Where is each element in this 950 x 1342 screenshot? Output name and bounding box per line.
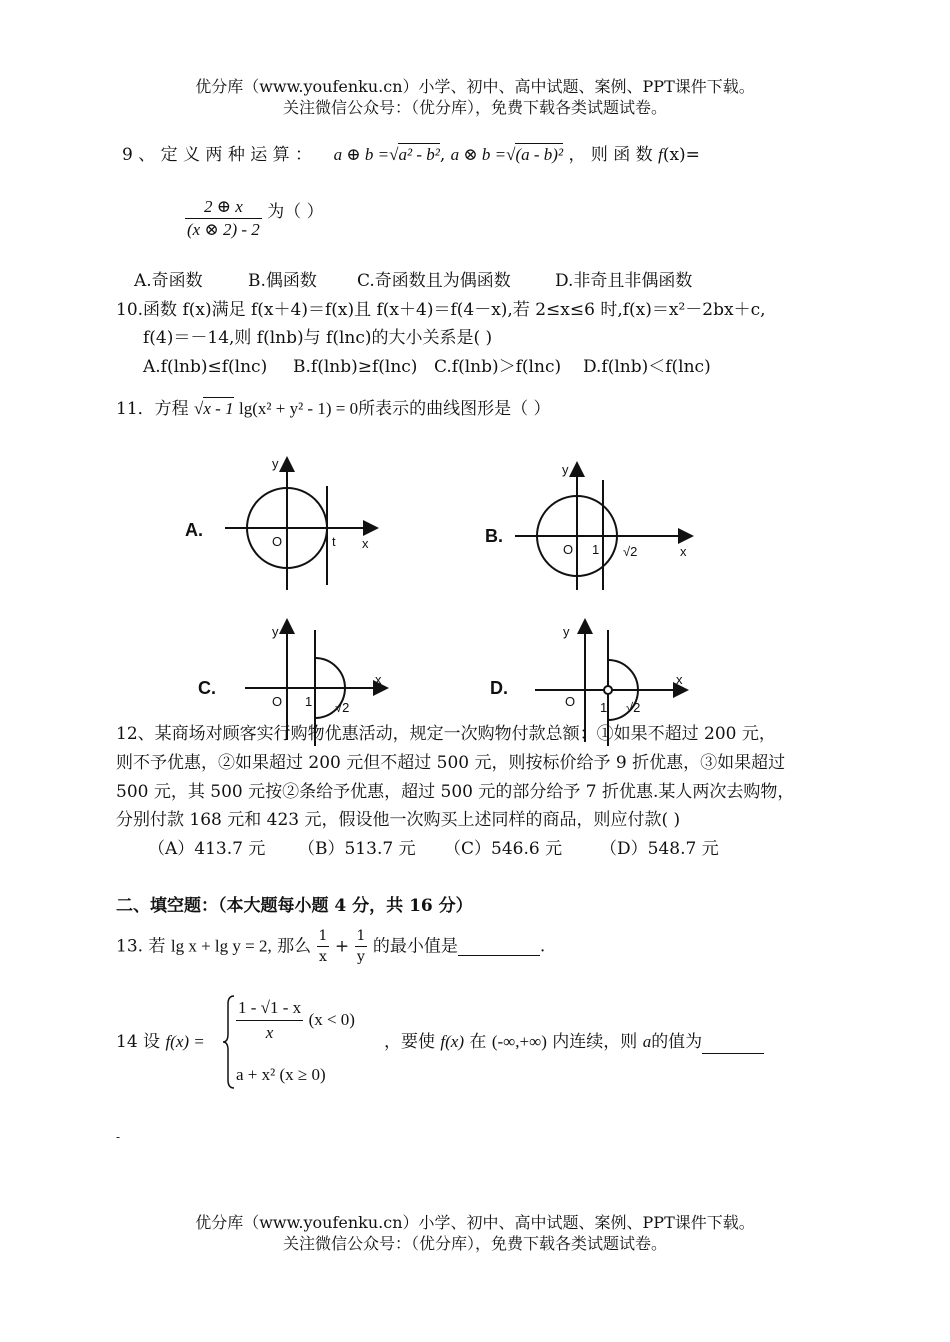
- footer-line-1: 优分库（www.youfenku.cn）小学、初中、高中试题、案例、PPT课件下载。: [195, 1213, 755, 1232]
- q14-mid-3: 内连续，则: [552, 1032, 638, 1052]
- q10-option-d: D.f(lnb)＜f(lnc): [583, 357, 711, 377]
- q12-line-3: 500 元，其 500 元按②条给予优惠，超过 500 元的部分给予 7 折优惠.某人两次去购物，: [116, 782, 795, 802]
- graph-d-label: D.: [490, 678, 508, 698]
- q13-answer-blank: [458, 937, 540, 956]
- q9-definition: 9 、 定 义 两 种 运 算 ： a ⊕ b =√a² - b², a ⊗ b =√(a - b)² ， 则 函 数 f(x)=: [122, 145, 700, 165]
- section-2-title: 二、填空题：（本大题每小题 4 分，共 16 分）: [116, 896, 473, 916]
- q13-fraction-1: [317, 926, 330, 967]
- q13-condition: lg x + lg y = 2,: [170, 936, 272, 956]
- q9-op1-lhs: a ⊕ b =: [333, 145, 390, 164]
- graph-a-t-label: t: [332, 534, 336, 549]
- graph-b-sqrt2: √2: [623, 544, 638, 559]
- graph-a-origin: O: [272, 534, 283, 549]
- q13-mid: 那么: [277, 936, 312, 957]
- header-line-2: 关注微信公众号：（优分库），免费下载各类试题试卷。: [282, 98, 667, 117]
- q14-case-1-den: x: [265, 1023, 274, 1042]
- q13-fraction-2-num: 1: [355, 926, 368, 947]
- q9-op1-radicand: a² - b²: [398, 145, 440, 164]
- graph-d-y-label: y: [563, 624, 570, 639]
- q11-graphs: [180, 450, 720, 750]
- q14-brace: [222, 994, 236, 1090]
- q14-lhs: f(x) =: [165, 1032, 205, 1051]
- q12-line-2: 则不予优惠，②如果超过 200 元但不超过 500 元，则按标价给予 9 折优惠，③如果超过: [116, 753, 786, 773]
- q14-a: a: [642, 1032, 652, 1051]
- q9-op2-lhs: a ⊗ b =: [450, 145, 507, 164]
- footer-line-2: 关注微信公众号：（优分库），免费下载各类试题试卷。: [282, 1234, 667, 1253]
- q10-option-c: C.f(lnb)＞f(lnc): [434, 357, 562, 377]
- stray-dash: -: [116, 1130, 121, 1144]
- q9-func: f: [658, 145, 663, 164]
- q13-statement: [116, 926, 545, 967]
- q9-fraction-line: [185, 196, 324, 241]
- q12-option-d: （D）548.7 元: [600, 839, 719, 859]
- graph-c-y-label: y: [272, 624, 279, 639]
- q9-fraction-numerator: 2 ⊕ x: [185, 196, 262, 219]
- graph-c-sqrt2: √2: [335, 700, 350, 715]
- q10-option-b: B.f(lnb)≥f(lnc): [293, 357, 418, 377]
- q11-suffix: 所表示的曲线图形是（ ）: [358, 399, 551, 419]
- graph-c-origin: O: [272, 694, 283, 709]
- q13-fraction-2-den: y: [357, 949, 365, 965]
- q10-line-1: 10.函数 f(x)满足 f(x＋4)＝f(x)且 f(x＋4)＝f(4－x),若 2≤x≤6 时,f(x)＝x²－2bx＋c,: [116, 300, 766, 320]
- q14-case-1-num: 1 - √1 - x: [236, 996, 303, 1021]
- q14-mid-1: ，要使: [384, 1032, 435, 1052]
- graph-a-y-label: y: [272, 456, 279, 471]
- q9-option-c: C.奇函数且为偶函数: [357, 271, 511, 291]
- graph-b-origin: O: [563, 542, 574, 557]
- q9-suffix: ， 则 函 数: [568, 145, 653, 165]
- q12-line-4: 分别付款 168 元和 423 元，假设他一次购买上述同样的商品，则应付款( ): [116, 810, 681, 830]
- q11-prefix: 11．方程: [116, 399, 189, 419]
- graph-b-label: B.: [485, 526, 503, 546]
- q9-tail: 为（ ）: [267, 202, 324, 222]
- q13-plus: +: [334, 936, 350, 957]
- graph-d-sqrt2: √2: [626, 700, 641, 715]
- q13-fraction-1-den: x: [319, 949, 327, 965]
- q9-func-arg: (x)=: [662, 145, 700, 165]
- graph-c-x-label: x: [375, 672, 382, 687]
- q9-option-d: D.非奇且非偶函数: [555, 271, 693, 291]
- q9-fraction-denominator: (x ⊗ 2) - 2: [187, 220, 260, 239]
- header-line-1: 优分库（www.youfenku.cn）小学、初中、高中试题、案例、PPT课件下载。: [195, 77, 755, 96]
- graph-a: [225, 460, 375, 590]
- graph-d-one: 1: [600, 700, 608, 715]
- q14-tail: [384, 1030, 764, 1054]
- q14-case-1: [236, 996, 355, 1045]
- q13-prefix: 13. 若: [116, 936, 166, 957]
- q9-fraction: [185, 196, 262, 241]
- q14-prefix: 14 设: [116, 1032, 161, 1052]
- q10-line-2: f(4)＝－14,则 f(lnb)与 f(lnc)的大小关系是( ): [143, 328, 493, 348]
- q14-case-1-cond: (x < 0): [308, 1010, 355, 1029]
- q9-option-b: B.偶函数: [248, 271, 317, 291]
- q14-answer-blank: [702, 1035, 764, 1054]
- graph-d-x-label: x: [676, 672, 683, 687]
- q14-interval: (-∞,+∞): [491, 1032, 547, 1051]
- graph-d-origin: O: [565, 694, 576, 709]
- q13-fraction-1-num: 1: [317, 926, 330, 947]
- graph-a-x-label: x: [362, 536, 369, 551]
- q14-fx: f(x): [440, 1032, 464, 1051]
- q10-option-a: A.f(lnb)≤f(lnc): [143, 357, 268, 377]
- q12-option-c: （C）546.6 元: [444, 839, 563, 859]
- q12-option-b: （B）513.7 元: [298, 839, 416, 859]
- q9-prefix: 9 、 定 义 两 种 运 算 ：: [122, 145, 313, 165]
- graph-c-label: C.: [198, 678, 216, 698]
- q14-case-2: a + x² (x ≥ 0): [236, 1065, 326, 1084]
- graph-a-label: A.: [185, 520, 203, 540]
- q14-prefix-line: [116, 1030, 205, 1054]
- q13-end: .: [539, 936, 546, 957]
- graph-c-one: 1: [305, 694, 313, 709]
- q13-suffix: 的最小值是: [372, 936, 458, 957]
- q11-radicand: x - 1: [203, 399, 234, 418]
- q14-case-1-fraction: [236, 996, 303, 1045]
- q9-separator: ,: [439, 145, 446, 165]
- q14-mid-2: 在: [469, 1032, 487, 1052]
- graph-b-one: 1: [592, 542, 600, 557]
- graph-b-y-label: y: [562, 462, 569, 477]
- q11-statement: 11．方程 √x - 1 lg(x² + y² - 1) = 0所表示的曲线图形是（ ）: [116, 399, 551, 419]
- q14-suffix: 的值为: [651, 1032, 703, 1052]
- graph-b: [515, 465, 690, 590]
- q11-equation: lg(x² + y² - 1) = 0: [239, 399, 359, 418]
- q13-fraction-2: [355, 926, 368, 967]
- graph-b-x-label: x: [680, 544, 687, 559]
- q12-line-1: 12、某商场对顾客实行购物优惠活动，规定一次购物付款总额：①如果不超过 200 元，: [116, 724, 776, 744]
- q12-option-a: （A）413.7 元: [148, 839, 266, 859]
- q9-option-a: A.奇函数: [134, 271, 203, 291]
- q9-op2-radicand: (a - b)²: [515, 145, 564, 164]
